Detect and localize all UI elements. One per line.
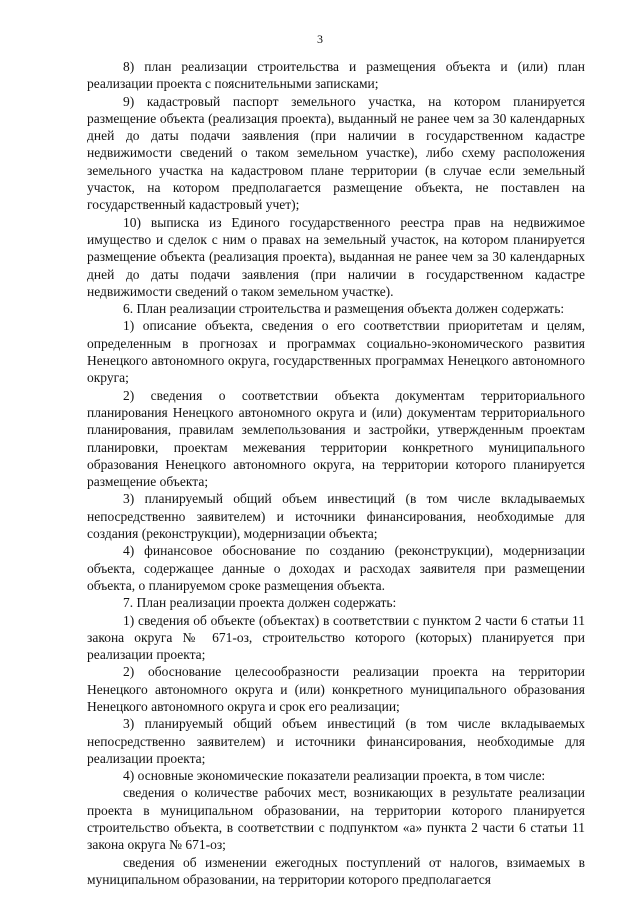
paragraph-tax-info: сведения об изменении ежегодных поступлений от налогов, взимаемых в муниципальном образовании, на территории которого предполагается — [87, 854, 585, 887]
paragraph-section-7-item-4: 4) основные экономические показатели реализации проекта, в том числе: — [123, 768, 546, 784]
paragraph-section-6-item-2: 2) сведения о соответствии объекта документам территориального планирования Ненецкого автономного округа и (или) документам территориального планирования, правилам землепользования и застройки, утвержденным проектам планировки, проектам межевания территории конкретного муниципального образования Ненецкого автономного округа, на территории которого планируется размещение объекта; — [87, 387, 585, 490]
paragraph-section-7-item-3: 3) планируемый общий объем инвестиций (в том числе вкладываемых непосредственно заявителем) и источники финансирования, необходимые для реализации проекта; — [87, 716, 585, 766]
paragraph-section-6-item-4: 4) финансовое обоснование по созданию (реконструкции), модернизации объекта, содержащее данные о доходах и расходах заявителя при размещении объекта, о планируемом сроке размещения объекта. — [87, 543, 585, 593]
paragraph-section-6-item-3: 3) планируемый общий объем инвестиций (в том числе вкладываемых непосредственно заявителем) и источники финансирования, необходимые для создания (реконструкции), модернизации объекта; — [87, 491, 585, 542]
paragraph-item-10-registry-extract: 10) выписка из Единого государственного реестра прав на недвижимое имущество и сделок с ним о правах на земельный участок, на котором планируется размещение объекта (реализация проекта), выданная не ранее чем за 30 календарных дней до даты подачи заявления (при наличии в государственном кадастре недвижимости сведений о таком земельном участке). — [87, 214, 585, 299]
paragraph-section-7-item-1: 1) сведения об объекте (объектах) в соответствии с пунктом 2 части 6 статьи 11 закона округа № 671-оз, строительство которого (которых) планируется при реализации проекта; — [87, 612, 585, 663]
paragraph-section-6-item-1: 1) описание объекта, сведения о его соответствии приоритетам и целям, определенным в прогнозах и программах социально-экономического развития Ненецкого автономного округа, государственных программах Ненецкого автономного округа; — [87, 318, 585, 386]
paragraph-section-7-heading: 7. План реализации проекта должен содержать: — [123, 595, 397, 611]
paragraph-section-6-heading: 6. План реализации строительства и размещения объекта должен содержать: — [123, 301, 565, 317]
paragraph-item-9-cadastral-passport: 9) кадастровый паспорт земельного участка, на котором планируется размещение объекта (реализация проекта), выданный не ранее чем за 30 календарных дней до даты подачи заявления (при наличии в государственном кадастре недвижимости сведений о таком земельном участке), либо схему расположения земельного участка на кадастровом плане территории (в случае если земельный участок, на котором предполагается размещение объекта, не поставлен на государственный кадастровый учет); — [87, 93, 585, 213]
paragraph-section-7-item-2: 2) обоснование целесообразности реализации проекта на территории Ненецкого автономного округа и (или) конкретного муниципального образования Ненецкого автономного округа и срок его реализации; — [87, 664, 585, 714]
paragraph-jobs-info: сведения о количестве рабочих мест, возникающих в результате реализации проекта в муниципальном образовании, на территории которого планируется строительство объекта, в соответствии с подпунктом «а» пункта 2 части 6 статьи 11 закона округа № 671-оз; — [87, 785, 585, 853]
page-number: 3 — [317, 32, 323, 46]
document-body — [87, 58, 585, 888]
paragraph-item-8-plan: 8) план реализации строительства и размещения объекта и (или) план реализации проекта с пояснительными записками; — [87, 59, 585, 92]
